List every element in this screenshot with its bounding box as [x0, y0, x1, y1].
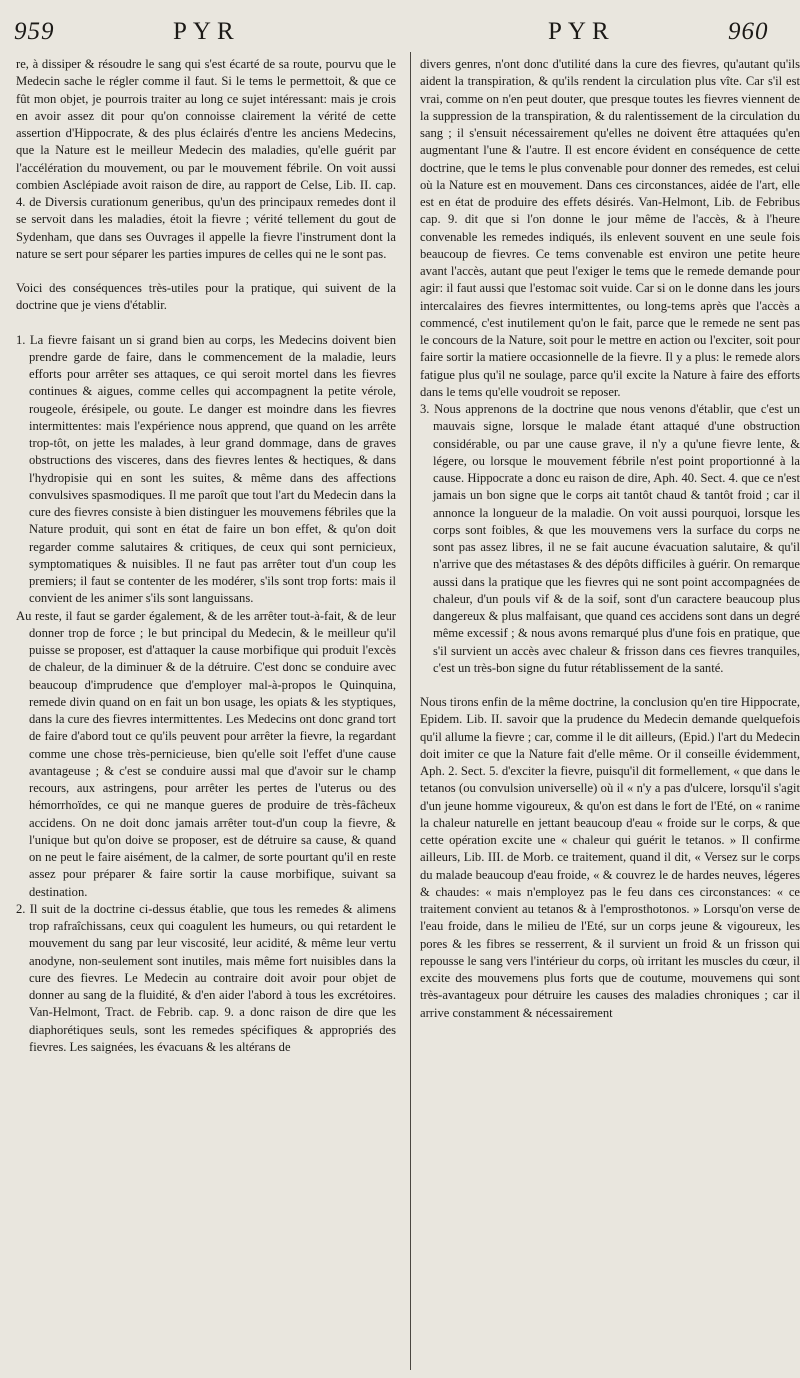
paragraph-point-1: 1. La fievre faisant un si grand bien au corps, les Medecins doivent bien prendre garde de faire, dans le commencement de la maladie, leurs efforts pour arrêter ses attaques, ce qui seroit mortel dans les fievres continues & aigues, comme celles qui accompagnent la petite vérole, rougeole, érésipele, ou goute. Le danger est moindre dans les fievres intermittentes: mais l'expérience nous apprend, que quand on les arrête trop-tôt, on jette les malades, à leur grand dommage, dans de graves obstructions des visceres, dans des fievres lentes & hectiques, & dans l'hydropisie qui en sont les suites, & même dans des affections convulsives spasmodiques. Il me paroît que tout l'art du Medecin dans la cure des fievres consiste à bien distinguer les mouvemens fébriles que la Nature produit, qui sont en état de faire un bon effet, & qu'on doit regarder comme salutaires & critiques, de ceux qui sont pernicieux, symptomatiques & nuisibles. Il ne faut pas arrêter tout d'un coup les premiers; il faut se contenter de les modérer, s'ils sont trop forts: mais il convient de les animer s'ils sont languissans. — [16, 332, 396, 606]
left-column — [16, 56, 396, 1056]
page-number-left: 959 — [14, 18, 55, 45]
running-title-right: PYR — [548, 18, 615, 45]
paragraph-continuation: re, à dissiper & résoudre le sang qui s'est écarté de sa route, pourvu que le Medecin sache le régler comme il faut. Si le tems le permettoit, & que ce fût mon objet, je pourrois traiter au long ce sujet intéressant: mais je crois en avoir assez dit pour qu'on connoisse clairement la vérité de cette assertion d'Hippocrate, & des plus éclairés d'entre les anciens Medecins, que la Nature est le meilleur Medecin des maladies, qu'elle guérit par l'accélération du mouvement, ou par le mouvement fébrile. On voit aussi combien Asclépiade avoit raison de dire, au rapport de Celse, Lib. II. cap. 4. de Diversis curationum generibus, qu'un des principaux remedes dont il se servoit dans les maladies, étoit la fievre ; vérité tellement du gout de Sydenham, que dans ses Ouvrages il appelle la fievre l'instrument dont la nature se sert pour séparer les parties impures de celles qui ne le sont pas. — [16, 57, 396, 261]
running-title-left: PYR — [173, 18, 240, 45]
paragraph-point-3: 3. Nous apprenons de la doctrine que nous venons d'établir, que c'est un mauvais signe, lorsque le malade étant attaqué d'une obstruction considérable, ou par une cause grave, il n'y a qu'une fievre lente, & légere, ou lorsque le mouvement fébrile n'est point proportionné à la cause. Hippocrate a donc eu raison de dire, Aph. 40. Sect. 4. que ce n'est jamais un bon signe que le corps ait tantôt chaud & tantôt froid ; car il annonce la longueur de la maladie. On voit aussi pourquoi, lorsque les corps sont foibles, & que les mouvemens vers la surface du corps ne sont pas assez libres, il ne se fait aucune évacuation salutaire, & qu'il n'arrive que des métastases & des dépôts difficiles à guérir. On remarque aussi dans la pratique que les fievres qui ne sont point accompagnées de chaleur, d'un pouls vif & de la soif, sont d'un caractere beaucoup plus dangereux & plus malfaisant, que quand ces accidens sont dans un degré même excessif ; & nous avons remarqué plus d'une fois en pratique, que s'il survient un accès avec chaleur & frisson dans ces fievres tranquiles, c'est un très-bon signe du futur rétablissement de la santé. — [420, 402, 800, 675]
paragraph-au-reste: Au reste, il faut se garder également, & de les arrêter tout-à-fait, & de leur donner trop de force ; le but principal du Medecin, & le meilleur qu'il puisse se proposer, est d'attaquer la cause morbifique qui produit l'excès de chaleur, de la diminuer & de la détruire. C'est donc se conduire avec beaucoup d'imprudence que d'employer mal-à-propos le Quinquina, remede divin quand on en fait un bon usage, les opiats & les styptiques, dans la cure des fievres intermittentes. Les Medecins ont donc grand tort de faire d'abord tout ce qu'ils peuvent pour arrêter la fievre, la regardant comme une chose très-pernicieuse, bien qu'elle soit l'effet d'une cause avantageuse ; & c'est se conduire aussi mal que d'avoir sur le champ recours, aux astringens, pour arrêter les pertes de l'uterus ou des hémorrhoïdes, ce qui ne manque gueres de produire de très-fâcheux accidens. On ne doit donc jamais arrêter tout-d'un coup la fievre, & l'unique but qu'on doive se proposer, est de détruire sa cause, & quand on ne peut le faire aisément, de la calmer, de sorte pourtant qu'il en reste assez pour préparer & faire sortir la cause morbifique, suivant sa destination. — [16, 608, 396, 899]
paragraph-point-2: 2. Il suit de la doctrine ci-dessus établie, que tous les remedes & alimens trop rafraîchissans, ceux qui coagulent les humeurs, ou qui retardent le mouvement du sang par leur viscosité, leur acidité, & même leur vertu anodyne, non-seulement sont inutiles, mais même fort nuisibles dans la cure des fievres. Le Medecin au contraire doit avoir pour objet de donner au sang de la fluidité, & d'en aider l'abord à tous les excrétoires. Van-Helmont, Tract. de Febrib. cap. 9. a donc raison de dire que les diaphorétiques seuls, sont les remedes spécifiques & appropriés des fievres. Les saignées, les évacuans & les altérans de — [16, 901, 396, 1054]
paragraph-consequences-intro: Voici des conséquences très-utiles pour la pratique, qui suivent de la doctrine que je viens d'établir. — [16, 281, 396, 313]
right-column — [420, 56, 800, 1022]
column-divider — [410, 52, 411, 1370]
page-number-right: 960 — [728, 18, 769, 45]
running-header — [0, 18, 800, 52]
paragraph-divers-genres: divers genres, n'ont donc d'utilité dans la cure des fievres, qu'autant qu'ils aident la transpiration, & qu'ils rendent la circulation plus vîte. Car s'il est vrai, comme on n'en peut douter, que presque toutes les fievres viennent de la suppression de la transpiration, & du ralentissement de la circulation du sang ; il s'ensuit nécessairement qu'elles ne doivent être attaquées qu'en augmentant l'une & l'autre. Il est encore évident en conséquence de cette doctrine, que le tems le plus convenable pour donner des remedes, est celui où la Nature est en mouvement. Dans ces circonstances, aidée de l'art, elle est en état de produire des effets désirés. Van-Helmont, Lib. de Febribus cap. 9. dit que si l'on donne le jour même de l'accès, & à l'heure convenable les remedes indiqués, ils enlevent souvent en une seule fois beaucoup de fievres. Ce tems convenable est environ une petite heure avant l'accès, autant que peut l'exiger le tems que le remede demande pour agir: il faut aussi que l'estomac soit vuide. Car si on le donne dans les jours intercalaires des fievres intermittentes, ou long-tems après que l'accès a commencé, c'est inutilement qu'on le fait, parce que le remede ne sent pas le concours de la Nature, soit pour le mettre en action ou l'exciter, soit pour faire sortir la matiere occasionnelle de la fievre. Il y a plus: le remede alors fatigue plus qu'il ne soulage, parce qu'il excite la Nature à faire des efforts dans le tems qu'elle voudroit se reposer. — [420, 57, 800, 399]
paragraph-conclusion: Nous tirons enfin de la même doctrine, la conclusion qu'en tire Hippocrate, Epidem. Lib. II. savoir que la prudence du Medecin demande quelquefois qu'il allume la fievre ; car, comme il le dit ailleurs, (Epid.) l'art du Medecin doit imiter ce que la Nature fait d'elle même. Or il conseille évidemment, Aph. 2. Sect. 5. d'exciter la fievre, puisqu'il dit formellement, « que dans le tetanos (ou convulsion universelle) où il « n'y a pas d'ulcere, lorsqu'il s'agit d'un jeune homme vigoureux, & qu'on est dans le fort de l'Eté, on « ranime la chaleur naturelle en jettant beaucoup d'eau « froide sur le corps, & que cette opération excite une « chaleur qui guérit le tetanos. » Il confirme ailleurs, Lib. III. de Morb. ce traitement, quand il dit, « Versez sur le corps du malade beaucoup d'eau froide, « & couvrez le de hardes neuves, légeres & chaudes: « mais n'employez pas le feu dans ces circonstances: « ce traitement convient au tetanos & à l'emprosthotonos. » Lorsqu'on verse de l'eau froide, dans le milieu de l'Eté, sur un corps jeune & vigoureux, les pores & les fibres se resserrent, & il survient un froid & un frisson qui repousse le sang vers l'intérieur du corps, où irritant les muscles du cœur, il excite des mouvemens plus forts que de coutume, mouvemens qui sont très-avantageux pour détruire les causes des maladies chroniques ; car il arrive constamment & nécessairement — [420, 695, 800, 1020]
